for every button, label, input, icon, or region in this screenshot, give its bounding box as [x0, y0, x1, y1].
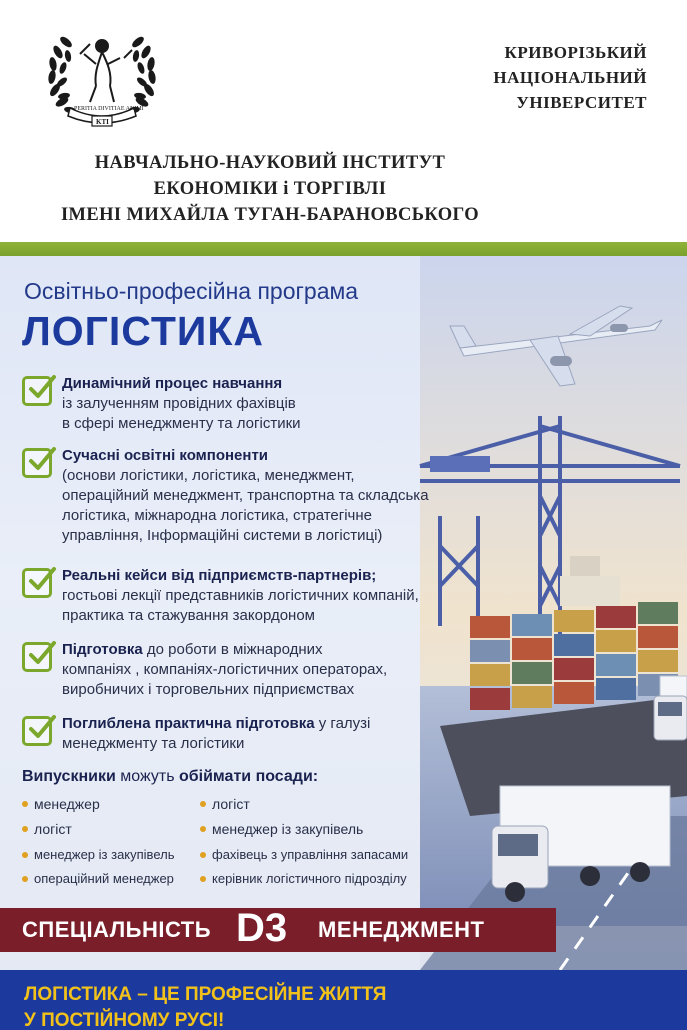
checkmark-icon — [22, 376, 52, 406]
emblem-motto: PERITIA DIVITIAE ANIMI — [74, 106, 144, 112]
checkmark-icon — [22, 568, 52, 598]
feature-line: операційний менеджмент, транспортна та складська — [62, 487, 429, 504]
slogan-text — [24, 982, 386, 1030]
feature-line: менеджменту та логістики — [62, 735, 245, 752]
position-item: менеджер — [22, 796, 100, 812]
university-line: КРИВОРІЗЬКИЙ — [504, 43, 647, 62]
institute-name — [0, 150, 540, 228]
feature-line: в сфері менеджменту та логістики — [62, 415, 301, 432]
bullet-icon — [200, 826, 206, 832]
position-item: фахівець з управління запасами — [200, 847, 408, 862]
feature-line: логістика, міжнародна логістика, стратегічне — [62, 507, 372, 524]
position-item: менеджер із закупівель — [22, 847, 174, 862]
specialty-banner — [0, 908, 556, 952]
institute-line: ЕКОНОМІКИ і ТОРГІВЛІ — [153, 179, 387, 199]
bullet-icon — [200, 876, 206, 882]
position-item: менеджер із закупівель — [200, 821, 363, 837]
position-item: логіст — [22, 821, 72, 837]
bullet-icon — [200, 852, 206, 858]
feature-lead: Динамічний процес навчання — [62, 375, 283, 392]
graduates-word: можуть — [120, 768, 175, 785]
bullet-icon — [200, 801, 206, 807]
emblem-abbr: KTI — [96, 118, 109, 126]
university-line: УНІВЕРСИТЕТ — [516, 93, 647, 112]
bullet-icon — [22, 876, 28, 882]
feature-text — [62, 714, 370, 754]
university-name — [447, 40, 647, 115]
program-section — [0, 256, 687, 970]
feature-item — [22, 566, 492, 628]
feature-rest: у галузі — [314, 715, 371, 732]
specialty-name: МЕНЕДЖМЕНТ — [318, 917, 485, 942]
feature-lead: Сучасні освітні компоненти — [62, 447, 269, 464]
feature-text — [62, 566, 419, 626]
specialty-code: D3 — [236, 906, 288, 950]
specialty-label: СПЕЦІАЛЬНІСТЬ — [22, 917, 212, 942]
program-subtitle: Освітньо-професійна програма — [24, 278, 359, 304]
feature-item — [22, 374, 492, 436]
feature-line: гостьові лекції представників логістичних компаній, — [62, 587, 419, 604]
position-item: керівник логістичного підрозділу — [200, 871, 407, 886]
position-item: логіст — [200, 796, 250, 812]
feature-line: виробничих і торговельних підприємствах — [62, 681, 355, 698]
feature-item — [22, 640, 492, 702]
feature-text — [62, 374, 301, 434]
institute-line: НАВЧАЛЬНО-НАУКОВИЙ ІНСТИТУТ — [94, 153, 446, 173]
university-emblem-icon — [40, 24, 164, 128]
checkmark-icon — [22, 448, 52, 478]
feature-line: практика та стажування закордоном — [62, 607, 315, 624]
feature-lead: Поглиблена практична підготовка — [62, 715, 315, 732]
slogan-line: ЛОГІСТИКА – ЦЕ ПРОФЕСІЙНЕ ЖИТТЯ — [24, 984, 387, 1005]
university-line: НАЦІОНАЛЬНИЙ — [493, 68, 647, 87]
institute-line: ІМЕНІ МИХАЙЛА ТУГАН-БАРАНОВСЬКОГО — [60, 205, 480, 225]
feature-lead: Підготовка — [62, 641, 143, 658]
slogan-line: У ПОСТІЙНОМУ РУСІ! — [24, 1010, 225, 1030]
graduates-word: Випускники — [22, 768, 116, 785]
feature-line: управління, Інформаційні системи в логістиці) — [62, 527, 383, 544]
bullet-icon — [22, 852, 28, 858]
feature-line: (основи логістики, логістика, менеджмент, — [62, 467, 355, 484]
green-divider — [0, 242, 687, 256]
bullet-icon — [22, 801, 28, 807]
feature-item — [22, 714, 492, 758]
feature-text — [62, 446, 429, 546]
feature-line: компаніях , компаніях-логістичних операторах, — [62, 661, 388, 678]
position-item: операційний менеджер — [22, 871, 174, 886]
feature-lead: Реальні кейси від підприємств-партнерів; — [62, 567, 377, 584]
feature-text — [62, 640, 387, 700]
program-title: ЛОГІСТИКА — [22, 308, 265, 354]
header — [0, 0, 687, 242]
checkmark-icon — [22, 642, 52, 672]
checkmark-icon — [22, 716, 52, 746]
bullet-icon — [22, 826, 28, 832]
feature-item — [22, 446, 492, 548]
feature-rest: до роботи в міжнародних — [142, 641, 323, 658]
feature-line: із залученням провідних фахівців — [62, 395, 296, 412]
graduates-word: обіймати посади: — [178, 768, 319, 785]
graduates-heading — [22, 768, 318, 786]
slogan-banner — [0, 970, 687, 1030]
